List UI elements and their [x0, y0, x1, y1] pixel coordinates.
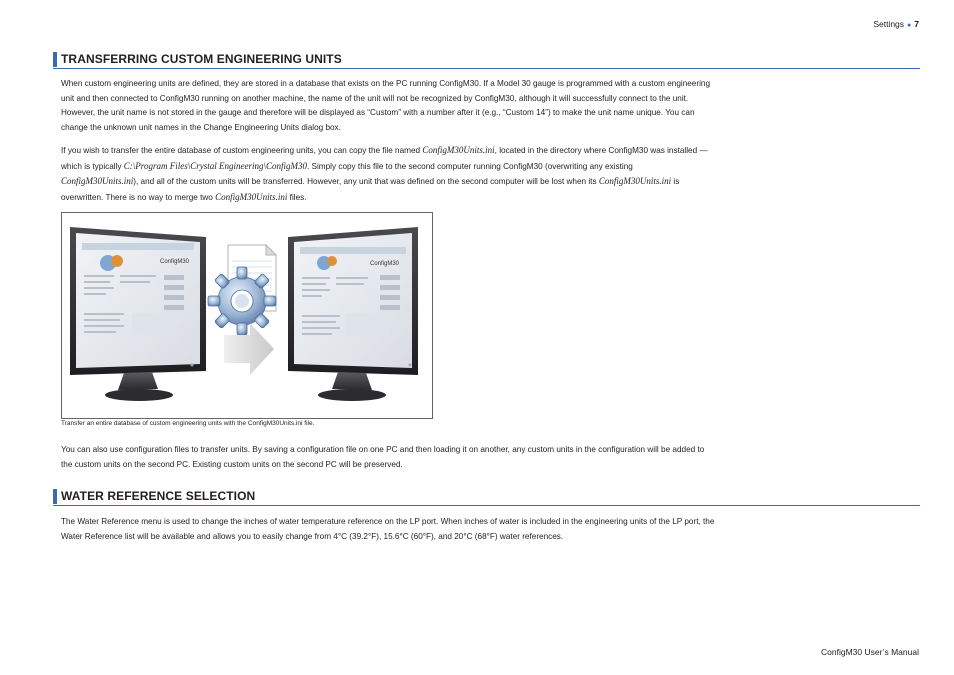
filename: ConfigM30Units.ini [422, 145, 495, 155]
illustration-svg [62, 213, 432, 418]
text-run: ), and all of the custom units will be transferred. However, any unit that was defined on the second computer will be lost when its [133, 177, 599, 186]
page-header [873, 19, 919, 29]
right-monitor [288, 227, 418, 401]
page-footer: ConfigM30 User’s Manual [821, 647, 919, 657]
figure-transfer-illustration [61, 212, 433, 419]
figure-caption: Transfer an entire database of custom engineering units with the ConfigM30Units.ini file. [61, 420, 315, 427]
section-accent-bar [53, 489, 57, 504]
section-title: TRANSFERRING CUSTOM ENGINEERING UNITS [61, 52, 342, 66]
bullet-icon: ● [907, 22, 912, 29]
section-heading-water-reference [53, 489, 920, 506]
text-run: files. [287, 192, 307, 202]
header-section-name: Settings [873, 19, 905, 29]
section-heading-transferring [53, 52, 920, 69]
paragraph-custom-units: When custom engineering units are defined, they are stored in a database that exists on the PC running ConfigM30. If a Model 30 gauge is programmed with a custom engineering unit and then connected to ConfigM30 running on another machine, the name of the unit will not be recognized by ConfigM30, although it will successfully connect to the unit. However, the unit name is not stored in the gauge and therefore will be displayed as “Custom” with a number after it (e.g., “Custom 14”) to make the unit name unique. You can change the unknown unit names in the Change Engineering Units dialog box. [61, 79, 711, 132]
filename: ConfigM30Units.ini [61, 176, 134, 186]
gear-icon [208, 267, 276, 335]
section-title: WATER REFERENCE SELECTION [61, 489, 256, 503]
right-app-logo: ConfigM30 [370, 261, 400, 267]
left-monitor [70, 227, 206, 401]
filename: ConfigM30Units.ini [215, 191, 288, 202]
transfer-arrow-icon [224, 323, 274, 375]
paragraph-water-reference: The Water Reference menu is used to change the inches of water temperature reference on the LP port. When inches of water is included in the engineering units of the LP port, the Water Reference list will be available and allows you to easily change from 4°C (39.2°F), 15.6°C (60°F), and 20°C (68°F) water references. [61, 517, 715, 541]
left-app-logo: ConfigM30 [160, 259, 190, 265]
page-number: 7 [914, 19, 919, 29]
text-run: , located in the directory where ConfigM30 was installed — which is typically [61, 146, 708, 171]
paragraph-config-files: You can also use configuration files to transfer units. By saving a configuration file on one PC and then loading it on another, any custom units in the configuration will be added to the custom units on the second PC. Existing custom units on the second PC will be preserved. [61, 445, 705, 469]
text-run: is overwritten. There is no way to merge two [61, 177, 680, 202]
filename: ConfigM30Units.ini [598, 176, 672, 186]
section-accent-bar [53, 52, 57, 67]
text-run: . Simply copy this file to the second computer running ConfigM30 (overwriting any existing [306, 161, 633, 171]
file-path: C:\Program Files\Crystal Engineering\ConfigM30 [123, 160, 307, 171]
paragraph-transfer-database [61, 143, 711, 205]
text-run: If you wish to transfer the entire database of custom engineering units, you can copy the file named [61, 146, 423, 155]
